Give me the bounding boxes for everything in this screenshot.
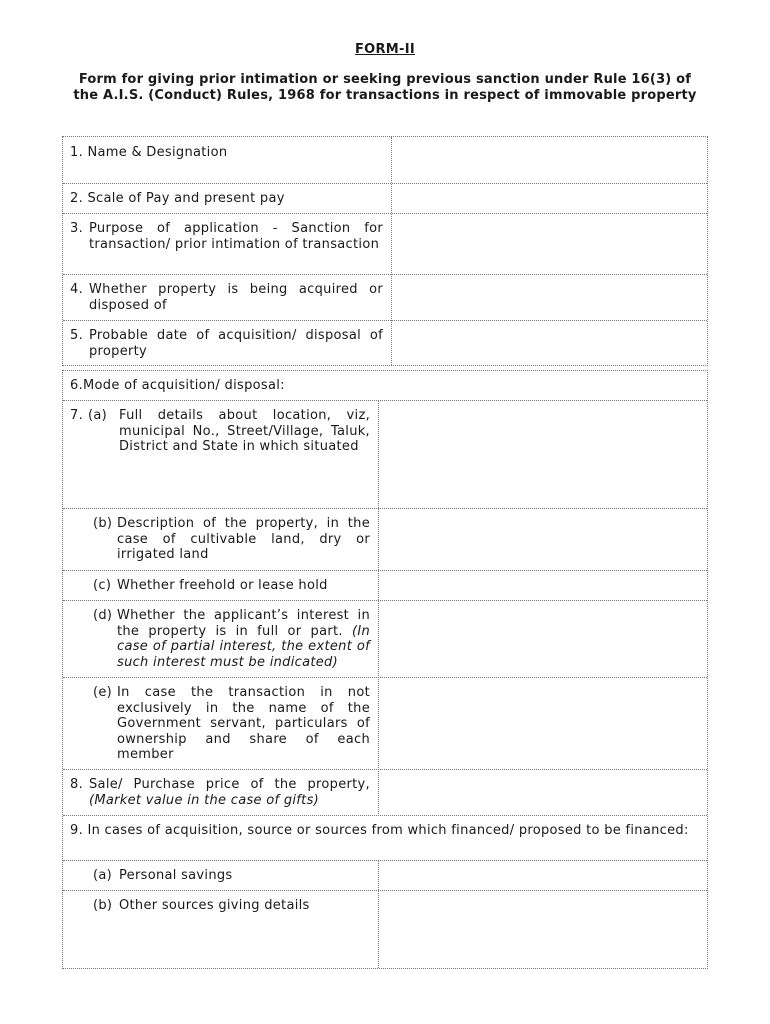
mode-label: Mode of acquisition/ disposal:	[83, 378, 285, 393]
other-sources-field[interactable]	[379, 891, 707, 968]
table-row	[63, 770, 707, 816]
table-row	[63, 816, 707, 861]
purpose-field[interactable]	[392, 214, 707, 274]
item-number: 7.	[70, 408, 84, 423]
name-designation-field[interactable]	[392, 137, 707, 183]
other-sources-label: Other sources giving details	[119, 898, 310, 913]
personal-savings-label: Personal savings	[119, 868, 233, 883]
ownership-field[interactable]	[379, 678, 707, 769]
table-row	[63, 601, 707, 678]
item-number: 4.	[70, 282, 84, 297]
form-title: FORM-II	[354, 42, 416, 57]
ownership-label: In case the transaction in not exclusively in the name of the Government servant, particulars of ownership and share of each member	[117, 685, 370, 763]
sub-label: (b)	[93, 516, 113, 531]
scale-of-pay-field[interactable]	[392, 184, 707, 213]
section1-table	[62, 136, 708, 366]
description-field[interactable]	[379, 509, 707, 570]
item-number: 5.	[70, 328, 84, 343]
item-number: 1.	[70, 145, 84, 160]
probable-date-field[interactable]	[392, 321, 707, 365]
sub-label: (a)	[88, 408, 108, 423]
interest-field[interactable]	[379, 601, 707, 677]
interest-label: Whether the applicant’s interest in the property is in full or part.	[117, 608, 370, 639]
table-row	[63, 371, 707, 401]
table-row	[63, 321, 707, 365]
price-field[interactable]	[379, 770, 707, 815]
table-row	[63, 137, 707, 184]
location-details-field[interactable]	[379, 401, 707, 508]
table-row	[63, 509, 707, 571]
item-number: 3.	[70, 221, 84, 236]
price-label: Sale/ Purchase price of the property,	[89, 777, 370, 792]
price-note: (Market value in the case of gifts)	[89, 792, 320, 808]
freehold-field[interactable]	[379, 571, 707, 600]
source-label: In cases of acquisition, source or sources from which financed/ proposed to be financed:	[87, 823, 689, 838]
table-row	[63, 184, 707, 214]
sub-label: (c)	[93, 578, 112, 593]
item-number: 8.	[70, 777, 84, 792]
table-row	[63, 891, 707, 968]
table-row	[63, 401, 707, 509]
probable-date-label: Probable date of acquisition/ disposal of property	[89, 328, 383, 359]
section2-table	[62, 370, 708, 969]
table-row	[63, 275, 707, 321]
sub-label: (d)	[93, 608, 113, 623]
item-number: 6.	[70, 378, 84, 393]
item-number: 2.	[70, 191, 84, 206]
sub-label: (b)	[93, 898, 113, 913]
personal-savings-field[interactable]	[379, 861, 707, 890]
freehold-label: Whether freehold or lease hold	[117, 578, 328, 593]
location-details-label: Full details about location, viz, municipal No., Street/Village, Taluk, District and State in which situated	[119, 408, 370, 455]
interest-note: (In case of partial interest, the extent of such interest must be indicated)	[117, 623, 371, 670]
name-designation-label: Name & Designation	[87, 145, 228, 160]
acquired-disposed-field[interactable]	[392, 275, 707, 320]
table-row	[63, 214, 707, 275]
scale-of-pay-label: Scale of Pay and present pay	[87, 191, 285, 206]
item-number: 9.	[70, 823, 84, 838]
purpose-label: Purpose of application - Sanction for transaction/ prior intimation of transaction	[89, 221, 383, 252]
table-row	[63, 571, 707, 601]
sub-label: (a)	[93, 868, 113, 883]
table-row	[63, 861, 707, 891]
description-label: Description of the property, in the case of cultivable land, dry or irrigated land	[117, 516, 370, 563]
table-row	[63, 678, 707, 770]
form-subtitle: Form for giving prior intimation or seeking previous sanction under Rule 16(3) of the A.I.S. (Conduct) Rules, 1968 for transactions in respect of immovable property	[73, 72, 697, 103]
sub-label: (e)	[93, 685, 113, 700]
acquired-disposed-label: Whether property is being acquired or disposed of	[89, 282, 383, 313]
